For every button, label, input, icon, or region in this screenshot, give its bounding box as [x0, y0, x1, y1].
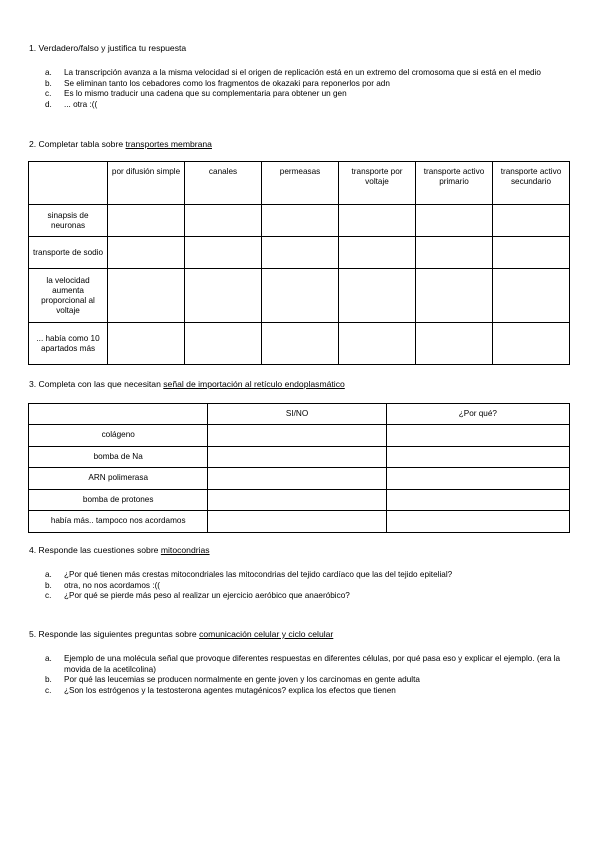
row-header: transporte de sodio	[29, 237, 108, 269]
answer-cell[interactable]	[262, 269, 339, 323]
row-header: ARN polimerasa	[29, 468, 208, 490]
table-row	[29, 446, 570, 468]
answer-cell[interactable]	[339, 323, 416, 365]
answer-cell[interactable]	[416, 269, 493, 323]
table-row	[29, 489, 570, 511]
answer-cell[interactable]	[262, 237, 339, 269]
section-1-heading: 1. Verdadero/falso y justifica tu respuesta	[29, 43, 187, 53]
table-row	[29, 269, 570, 323]
answer-cell[interactable]	[386, 446, 569, 468]
answer-cell[interactable]	[208, 511, 386, 533]
topic-link: mitocondrias	[160, 545, 210, 555]
column-header: por difusión simple	[108, 162, 185, 205]
answer-cell[interactable]	[386, 511, 569, 533]
topic-link: transportes membrana	[125, 139, 212, 149]
table-row	[29, 323, 570, 365]
column-header: permeasas	[262, 162, 339, 205]
topic-link: comunicación celular y ciclo celular	[199, 629, 334, 639]
column-header: transporte por voltaje	[339, 162, 416, 205]
column-header: SI/NO	[208, 404, 386, 425]
answer-cell[interactable]	[208, 489, 386, 511]
column-header: canales	[185, 162, 262, 205]
column-header: transporte activo primario	[416, 162, 493, 205]
row-header: bomba de Na	[29, 446, 208, 468]
topic-link: señal de importación al retículo endoplasmático	[163, 379, 345, 389]
section-3-heading: 3. Completa con las que necesitan señal de importación al retículo endoplasmático	[29, 379, 345, 389]
answer-cell[interactable]	[185, 205, 262, 237]
section-1-list	[45, 68, 570, 110]
list-item: b. otra, no nos acordamos :((	[45, 580, 161, 590]
answer-cell[interactable]	[208, 425, 386, 447]
table-row	[29, 425, 570, 447]
answer-cell[interactable]	[416, 323, 493, 365]
transport-table	[28, 161, 570, 365]
table-row	[29, 205, 570, 237]
answer-cell[interactable]	[416, 205, 493, 237]
list-item: c. Es lo mismo traducir una cadena que su complementaria para obtener un gen	[45, 89, 347, 98]
table-header-row	[29, 162, 570, 205]
table-header-row	[29, 404, 570, 425]
list-item: c. ¿Por qué se pierde más peso al realizar un ejercicio aeróbico que anaeróbico?	[45, 591, 350, 600]
answer-cell[interactable]	[108, 237, 185, 269]
section-4-heading: 4. Responde las cuestiones sobre mitocondrias	[29, 545, 210, 555]
list-item: c. ¿Son los estrógenos y la testosterona agentes mutagénicos? explica los efectos que tienen	[45, 685, 396, 695]
row-header: había más.. tampoco nos acordamos	[29, 511, 208, 533]
table-row	[29, 511, 570, 533]
answer-cell[interactable]	[208, 446, 386, 468]
answer-cell[interactable]	[108, 269, 185, 323]
answer-cell[interactable]	[492, 269, 569, 323]
answer-cell[interactable]	[492, 237, 569, 269]
row-header: la velocidad aumenta proporcional al voltaje	[29, 269, 108, 323]
answer-cell[interactable]	[208, 468, 386, 490]
column-header: transporte activo secundario	[492, 162, 569, 205]
answer-cell[interactable]	[339, 205, 416, 237]
section-5-heading: 5. Responde las siguientes preguntas sobre comunicación celular y ciclo celular	[29, 629, 334, 639]
list-item: b. Se eliminan tanto los cebadores como los fragmentos de okazaki para reponerlos por adn	[45, 78, 390, 88]
row-header: bomba de protones	[29, 489, 208, 511]
corner-cell	[29, 162, 108, 205]
answer-cell[interactable]	[386, 425, 569, 447]
list-item: d. ... otra :((	[45, 99, 98, 109]
section-4-list	[45, 570, 570, 602]
answer-cell[interactable]	[108, 323, 185, 365]
answer-cell[interactable]	[108, 205, 185, 237]
answer-cell[interactable]	[492, 323, 569, 365]
list-item: a. ¿Por qué tienen más crestas mitocondriales las mitocondrias del tejido cardíaco que las del tejido epitelial?	[45, 570, 453, 579]
row-header: ... había como 10 apartados más	[29, 323, 108, 365]
list-item: b. Por qué las leucemias se producen normalmente en gente joven y los carcinomas en gente adulta	[45, 675, 420, 684]
list-item: a. Ejemplo de una molécula señal que provoque diferentes respuestas en diferentes células, por qué pasa eso y explicar el ejemplo. (era la movida de la acetilcolina)	[45, 654, 561, 674]
table-row	[29, 237, 570, 269]
answer-cell[interactable]	[386, 468, 569, 490]
answer-cell[interactable]	[492, 205, 569, 237]
answer-cell[interactable]	[185, 237, 262, 269]
answer-cell[interactable]	[185, 323, 262, 365]
row-header: sinapsis de neuronas	[29, 205, 108, 237]
section-2-heading: 2. Completar tabla sobre transportes membrana	[29, 139, 212, 149]
answer-cell[interactable]	[262, 205, 339, 237]
corner-cell	[29, 404, 208, 425]
import-signal-table	[28, 403, 570, 533]
row-header: colágeno	[29, 425, 208, 447]
list-item: a. La transcripción avanza a la misma velocidad si el origen de replicación está en un extremo del cromosoma que si está en el medio	[45, 68, 541, 77]
answer-cell[interactable]	[416, 237, 493, 269]
table-row	[29, 468, 570, 490]
answer-cell[interactable]	[386, 489, 569, 511]
section-5-list	[45, 654, 570, 696]
answer-cell[interactable]	[262, 323, 339, 365]
answer-cell[interactable]	[339, 237, 416, 269]
column-header: ¿Por qué?	[386, 404, 569, 425]
answer-cell[interactable]	[339, 269, 416, 323]
answer-cell[interactable]	[185, 269, 262, 323]
